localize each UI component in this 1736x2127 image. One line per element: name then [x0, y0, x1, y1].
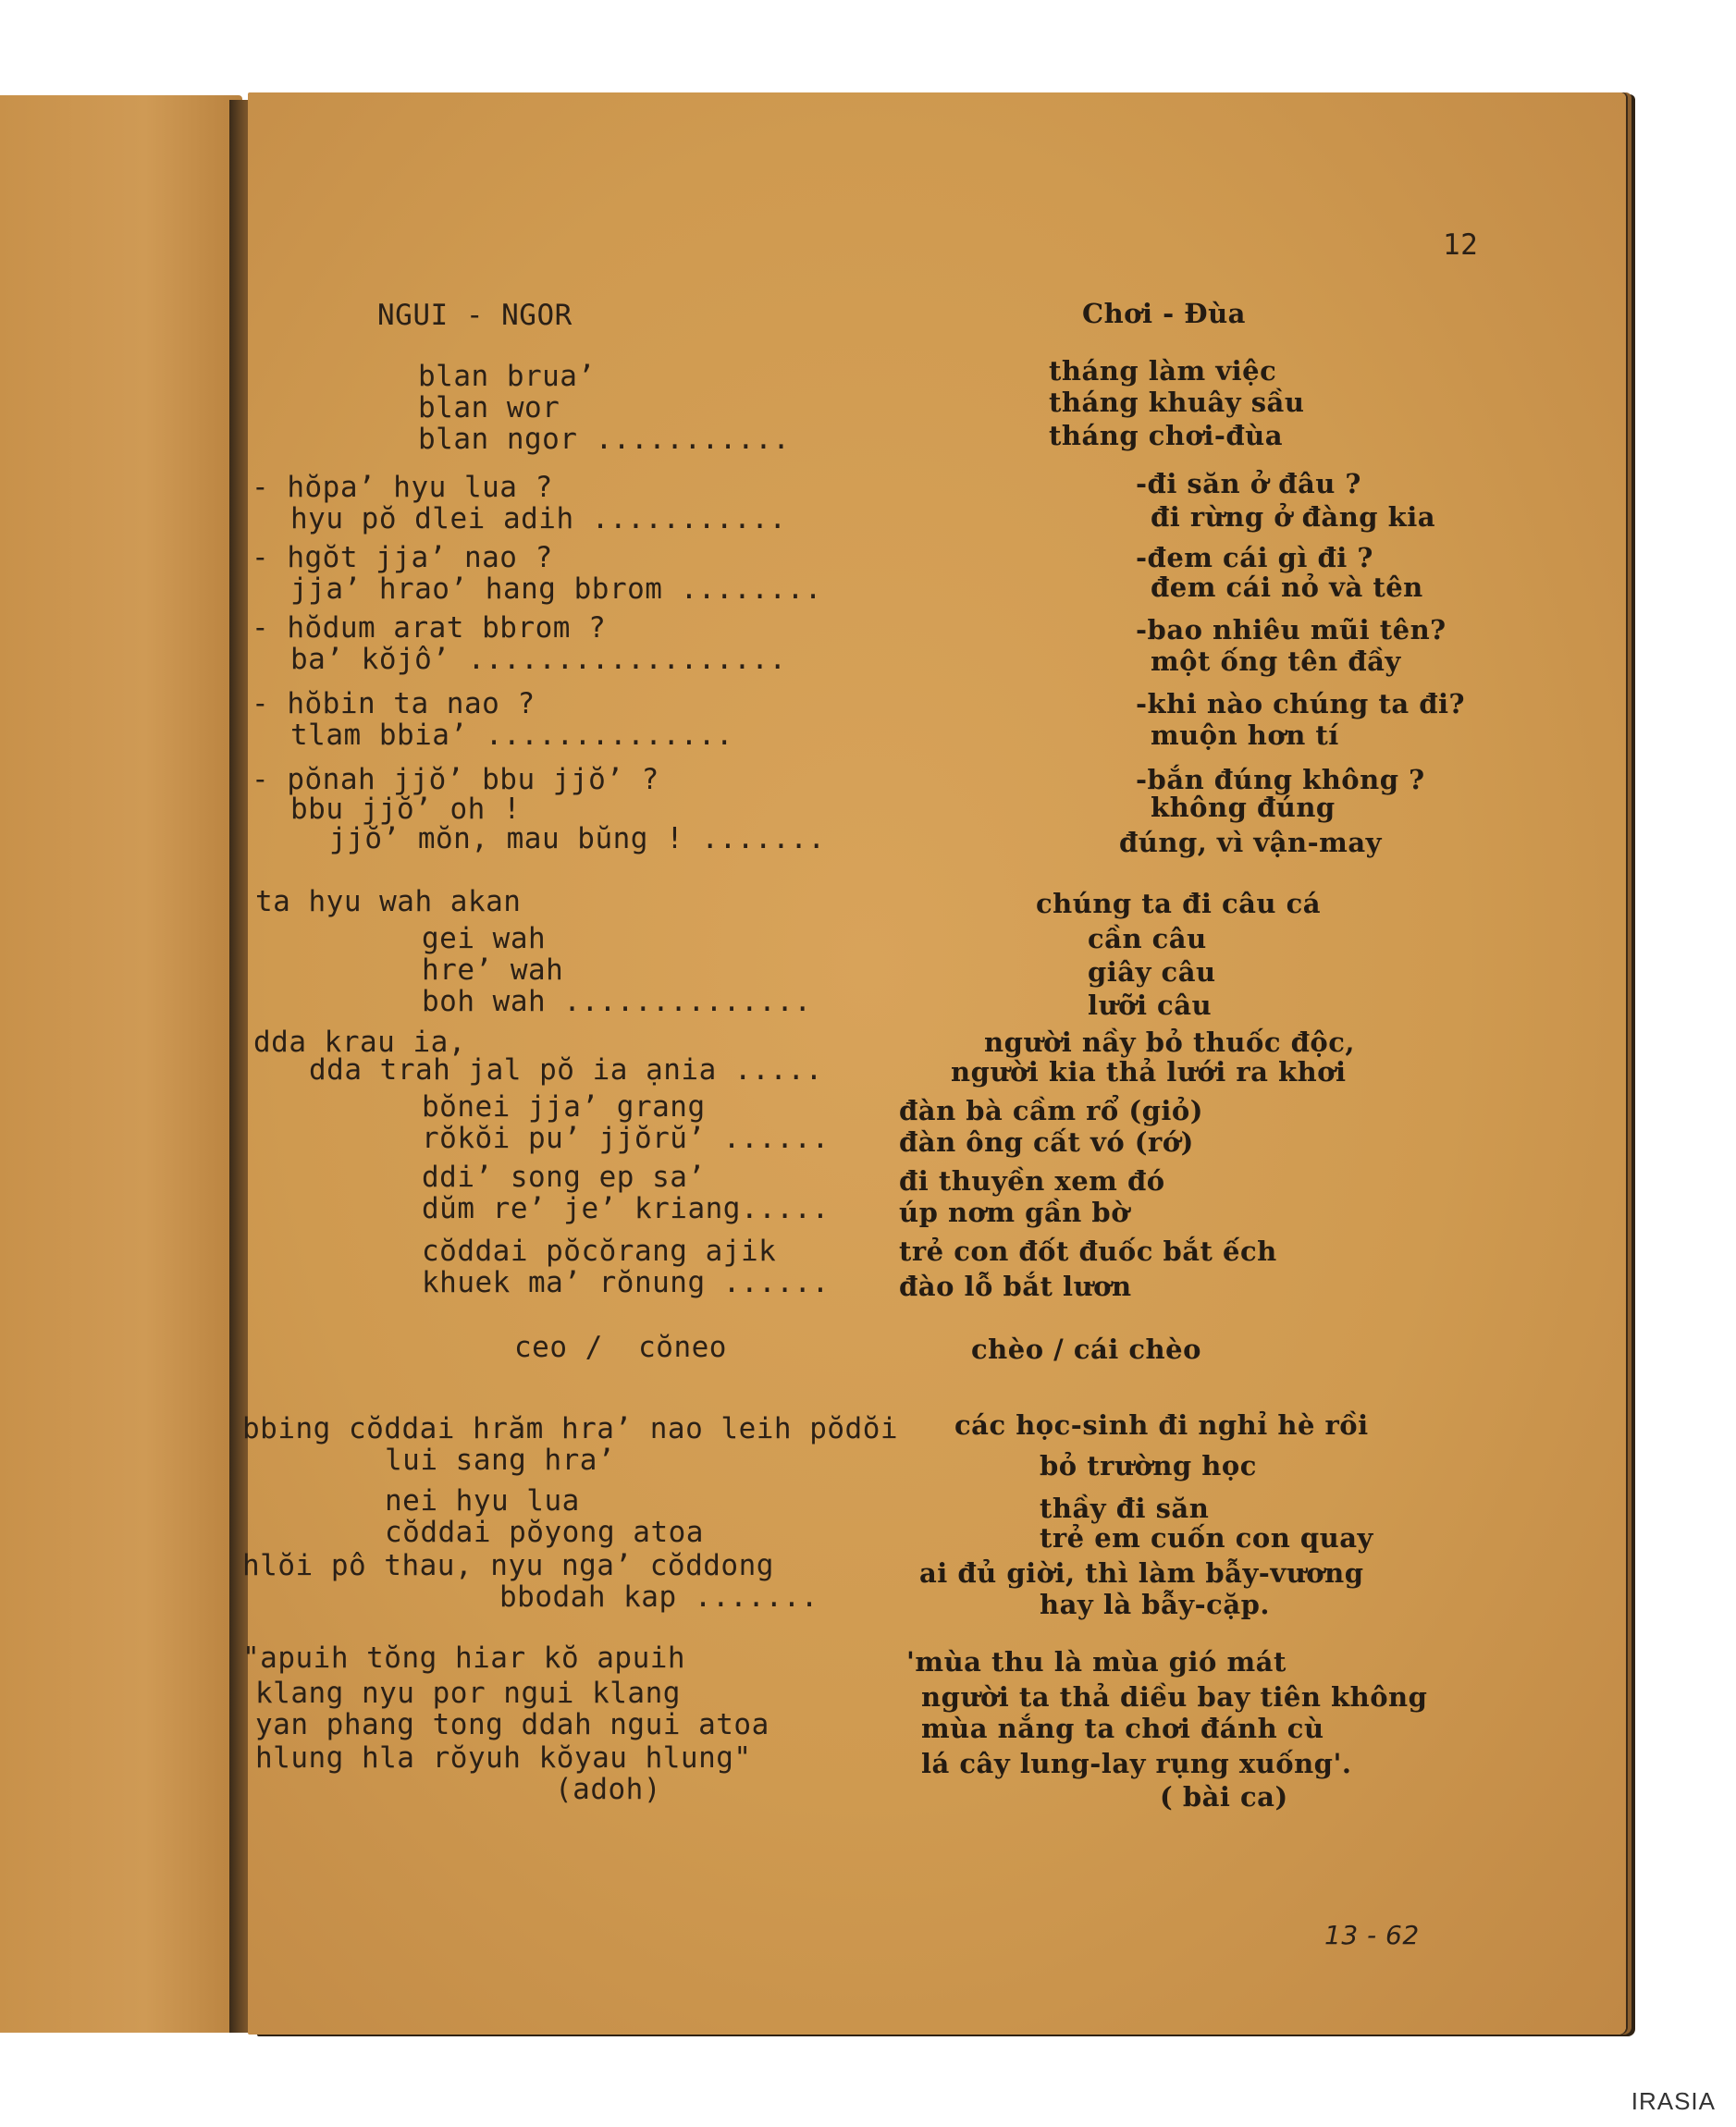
left-line: khuek ma’ rŏnung ...... [422, 1266, 830, 1299]
left-line: blan brua’ [418, 360, 596, 393]
left-line: (adoh) [555, 1773, 661, 1806]
left-line: - hŏbin ta nao ? [252, 687, 536, 720]
right-line: thầy đi săn [1040, 1493, 1210, 1524]
right-line: -đem cái gì đi ? [1136, 542, 1373, 573]
right-line: trẻ con đốt đuốc bắt ếch [899, 1236, 1277, 1267]
right-line: cần câu [1088, 923, 1207, 954]
left-line: yan phang tong ddah ngui atoa [255, 1708, 770, 1741]
left-line: ddi’ song ep sa’ [422, 1161, 706, 1194]
left-line: blan ngor ........... [418, 423, 791, 456]
left-line: bbu jjŏ’ oh ! [290, 793, 522, 826]
right-line: đem cái nỏ và tên [1151, 572, 1423, 603]
left-line: rŏkŏi pu’ jjŏrŭ’ ...... [422, 1122, 830, 1155]
left-line: jjŏ’ mŏn, mau bŭng ! ....... [329, 822, 826, 855]
right-line: không đúng [1151, 792, 1336, 823]
right-line: đi thuyền xem đó [899, 1165, 1165, 1197]
left-line: ta hyu wah akan [255, 885, 522, 918]
left-line: - pŏnah jjŏ’ bbu jjŏ’ ? [252, 763, 659, 796]
right-line: tháng chơi-đùa [1049, 420, 1284, 451]
right-line: trẻ em cuốn con quay [1040, 1522, 1373, 1554]
right-line: ai đủ giời, thì làm bẫy-vương [919, 1557, 1364, 1589]
left-line: bbing cŏddai hrăm hra’ nao leih pŏdŏi [242, 1412, 899, 1445]
right-line: đàn bà cầm rổ (giỏ) [899, 1095, 1203, 1126]
left-line: hre’ wah [422, 953, 564, 987]
right-line: chúng ta đi câu cá [1036, 888, 1322, 919]
right-line: người nầy bỏ thuốc độc, [984, 1027, 1355, 1058]
right-line: 'mùa thu là mùa gió mát [906, 1646, 1287, 1678]
left-line: "apuih tŏng hiar kŏ apuih [242, 1641, 686, 1675]
right-line: -bao nhiêu mũi tên? [1136, 614, 1447, 645]
left-line: - hgŏt jja’ nao ? [252, 541, 553, 574]
left-page-edge [0, 95, 242, 2033]
left-line: hlŏi pô thau, nyu nga’ cŏddong [242, 1549, 774, 1582]
title-left: NGUI - NGOR [377, 299, 573, 332]
left-line: dŭm re’ je’ kriang..... [422, 1192, 830, 1225]
left-line: tlam bbia’ .............. [290, 719, 734, 752]
page-number: 12 [1443, 228, 1479, 262]
right-line: tháng làm việc [1049, 355, 1277, 387]
left-line: boh wah .............. [422, 985, 812, 1018]
left-line: bŏnei jja’ grang [422, 1090, 706, 1124]
left-line: blan wor [418, 391, 560, 424]
left-line: lui sang hra’ [385, 1444, 616, 1477]
left-line: nei hyu lua [385, 1484, 580, 1518]
left-line: hlung hla rŏyuh kŏyau hlung" [255, 1741, 752, 1775]
right-line: lá cây lung-lay rụng xuống'. [921, 1748, 1352, 1779]
right-line: hay là bẫy-cặp. [1040, 1589, 1271, 1620]
right-line: úp nơm gần bờ [899, 1197, 1130, 1228]
right-line: đào lỗ bắt lươn [899, 1271, 1132, 1302]
right-line: đi rừng ở đàng kia [1151, 501, 1436, 533]
right-line: -đi săn ở đâu ? [1136, 468, 1361, 499]
right-line: giây câu [1088, 956, 1216, 988]
title-right: Chơi - Đùa [1082, 298, 1246, 329]
left-line: - hŏdum arat bbrom ? [252, 611, 607, 645]
left-line: ceo / cŏneo [514, 1331, 727, 1364]
right-line: người ta thả diều bay tiên không [921, 1681, 1428, 1713]
right-line: tháng khuây sầu [1049, 387, 1305, 418]
left-line: dda krau ia, [253, 1026, 466, 1059]
left-line: ba’ kŏjô’ .................. [290, 643, 787, 676]
right-line: ( bài ca) [1160, 1781, 1288, 1813]
right-line: người kia thả lưới ra khơi [951, 1056, 1347, 1088]
left-line: klang nyu por ngui klang [255, 1677, 681, 1710]
right-line: một ống tên đầy [1151, 645, 1401, 677]
right-line: chèo / cái chèo [971, 1334, 1201, 1365]
watermark-label: IRASIA [1631, 2087, 1716, 2115]
left-line: hyu pŏ dlei adih ........... [290, 502, 787, 535]
right-line: các học-sinh đi nghỉ hè rồi [954, 1409, 1369, 1441]
left-line: dda trah jal pŏ ia ạnia ..... [309, 1053, 823, 1087]
right-line: lưỡi câu [1088, 990, 1213, 1021]
handwritten-date: 13 - 62 [1324, 1920, 1420, 1950]
left-line: - hŏpa’ hyu lua ? [252, 471, 553, 504]
right-line: muộn hơn tí [1151, 719, 1339, 751]
left-line: cŏddai pŏcŏrang ajik [422, 1235, 777, 1268]
right-line: -khi nào chúng ta đi? [1136, 688, 1465, 719]
right-line: -bắn đúng không ? [1136, 764, 1425, 795]
right-line: bỏ trường học [1040, 1450, 1257, 1482]
left-line: bbodah kap ....... [499, 1580, 819, 1614]
left-line: jja’ hrao’ hang bbrom ........ [290, 572, 822, 606]
right-line: đàn ông cất vó (rớ) [899, 1126, 1194, 1158]
left-line: gei wah [422, 922, 547, 955]
right-line: mùa nắng ta chơi đánh cù [921, 1713, 1324, 1744]
left-line: cŏddai pŏyong atoa [385, 1516, 704, 1549]
right-line: đúng, vì vận-may [1119, 827, 1382, 858]
